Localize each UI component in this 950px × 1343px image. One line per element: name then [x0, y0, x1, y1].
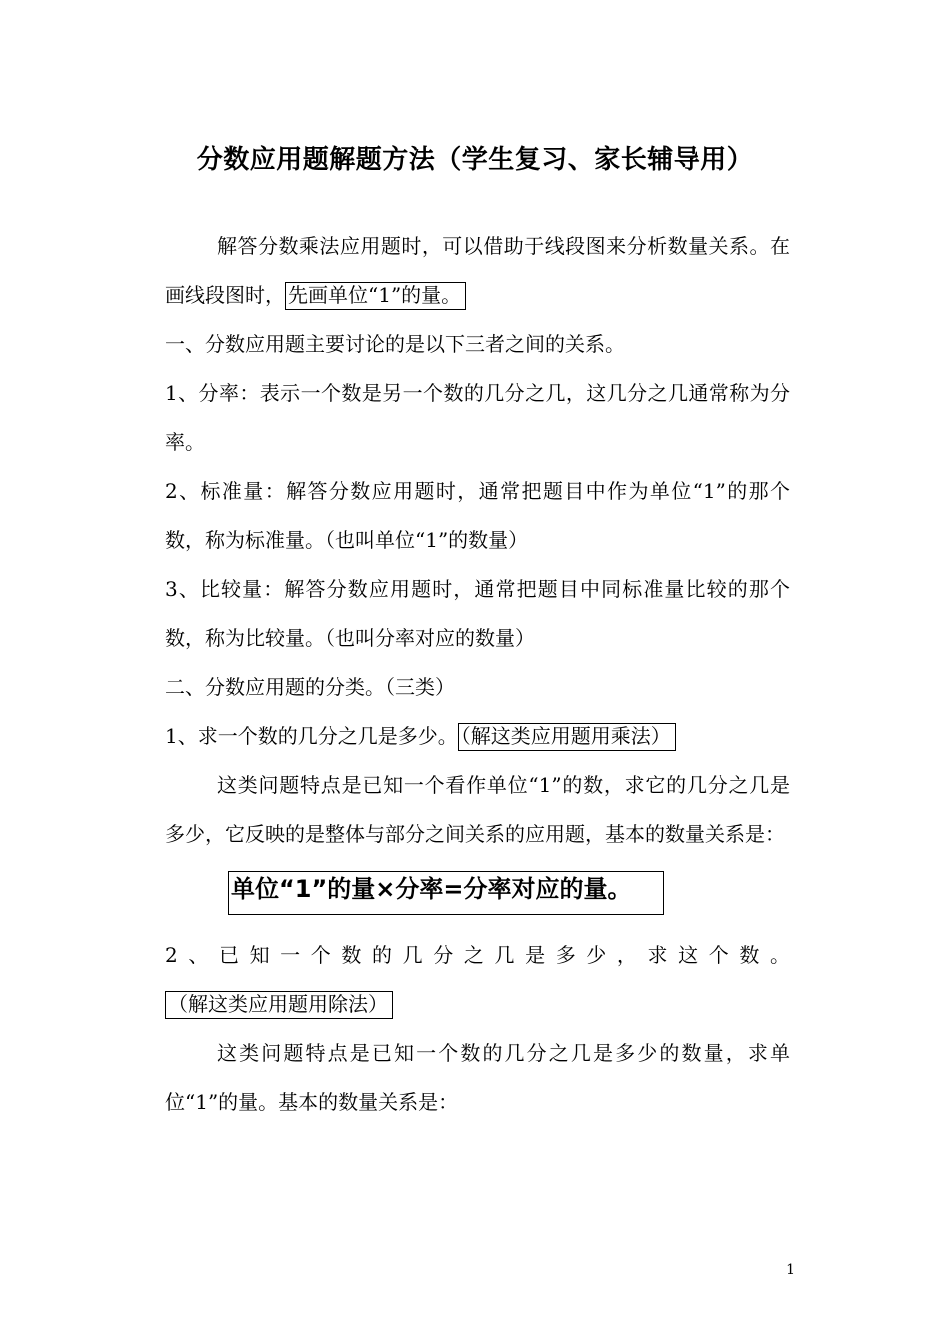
section1-item-ratio: 1、分率：表示一个数是另一个数的几分之几，这几分之几通常称为分率。 [165, 381, 790, 454]
type2-boxed-note: （解这类应用题用除法） [165, 991, 393, 1019]
type1-boxed-note: （解这类应用题用乘法） [458, 723, 676, 751]
type2-text: 2、已知一个数的几分之几是多少，求这个数。 [165, 943, 790, 967]
section1-item-standard: 2、标准量：解答分数应用题时，通常把题目中作为单位“1”的那个数，称为标准量。（也叫单位“1”的数量） [165, 479, 790, 552]
section1-item-compare: 3、比较量：解答分数应用题时，通常把题目中同标准量比较的那个数，称为比较量。（也叫分率对应的数量） [165, 577, 790, 650]
intro-text: 解答分数乘法应用题时，可以借助于线段图来分析数量关系。在画线段图时， [165, 234, 790, 307]
type1-description: 这类问题特点是已知一个看作单位“1”的数，求它的几分之几是多少，它反映的是整体与部分之间关系的应用题，基本的数量关系是： [165, 773, 790, 846]
section2-heading: 二、分数应用题的分类。（三类） [165, 675, 455, 699]
intro-paragraph [165, 222, 790, 320]
section1-heading: 一、分数应用题主要讨论的是以下三者之间的关系。 [165, 332, 625, 356]
type1-text: 1、求一个数的几分之几是多少。 [165, 724, 458, 748]
document-body [165, 222, 790, 1127]
type2-line [165, 931, 790, 1029]
page-number: 1 [786, 1262, 795, 1278]
formula-row [165, 871, 790, 927]
document-title: 分数应用题解题方法（学生复习、家长辅导用） [196, 145, 754, 175]
intro-boxed-note: 先画单位“1”的量。 [285, 282, 466, 310]
type1-formula-box: 单位“1”的量×分率=分率对应的量。 [228, 871, 664, 915]
type1-line [165, 712, 790, 761]
type2-description: 这类问题特点是已知一个数的几分之几是多少的数量，求单位“1”的量。基本的数量关系是： [165, 1041, 790, 1114]
